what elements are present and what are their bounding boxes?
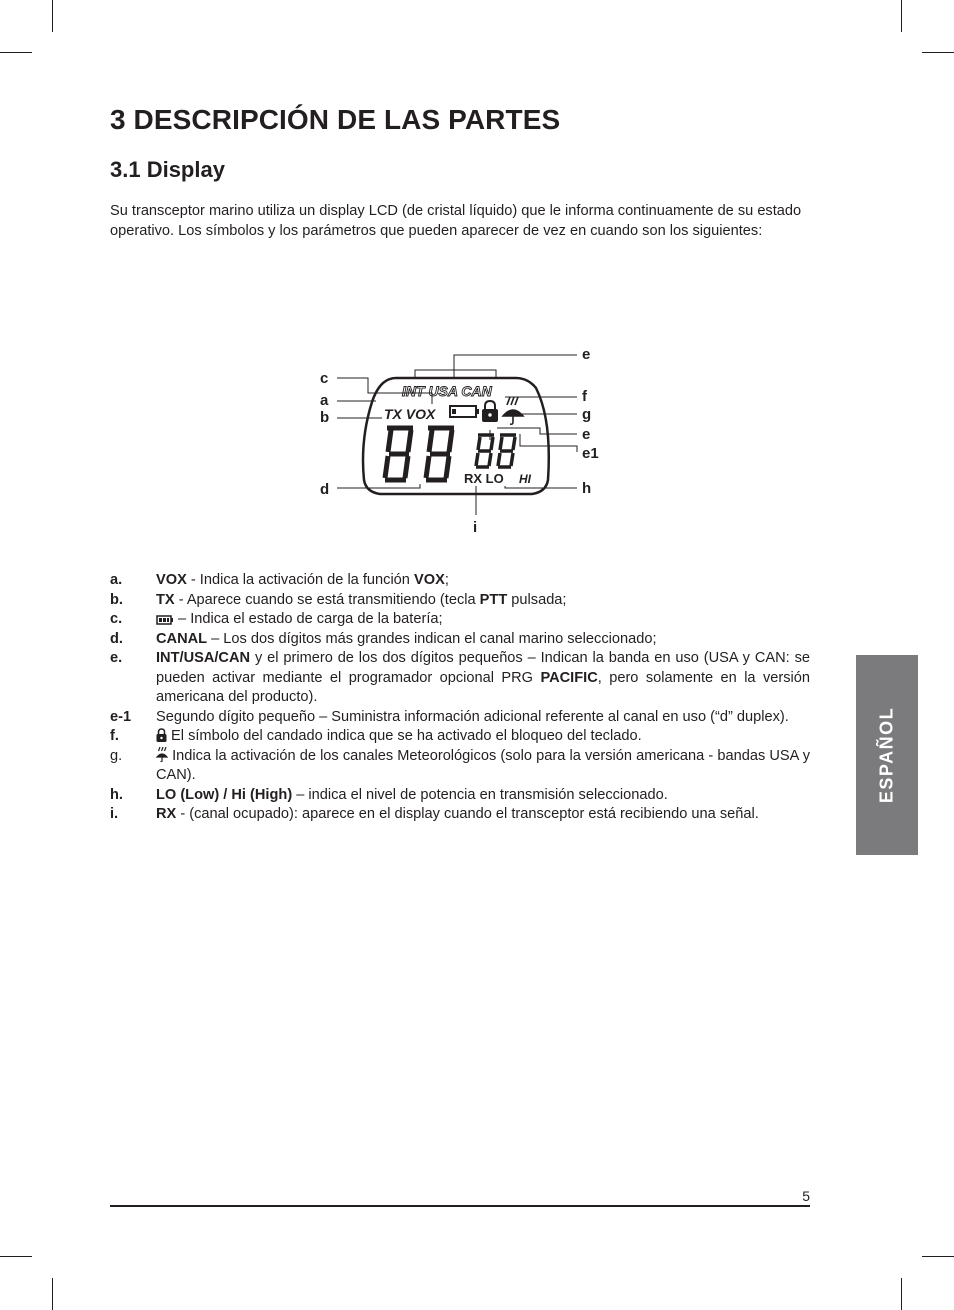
legend-item-b: b. TX - Aparece cuando se está transmitiendo (tecla PTT pulsada; <box>110 591 567 608</box>
diagram-label-d: d <box>320 481 330 498</box>
lcd-tx-vox-text: TX VOX <box>384 406 436 422</box>
legend-item-i: i. RX - (canal ocupado): aparece en el display cuando el transceptor está recibiendo una señal. <box>110 806 759 822</box>
diagram-label-a: a <box>320 392 329 409</box>
lcd-lock-icon <box>482 401 498 422</box>
lcd-band-text: INT USA CAN <box>402 383 492 399</box>
diagram-label-b: b <box>320 409 330 426</box>
diagram-label-i: i <box>473 519 478 536</box>
crop-mark <box>52 0 53 32</box>
intro-paragraph: Su transceptor marino utiliza un display LCD (de cristal líquido) que le informa continuamente de su estado operativo. Los símbolos y los parámetros que pueden aparecer de vez en cuando son los siguientes: <box>110 203 802 239</box>
lcd-big-digits <box>385 428 454 480</box>
crop-mark <box>0 1256 32 1257</box>
legend-item-e1: e-1 Segundo dígito pequeño – Suministra información adicional referente al canal en uso (“d” duplex). <box>110 708 789 725</box>
crop-mark <box>922 52 954 53</box>
crop-mark <box>52 1278 53 1310</box>
page-number: 5 <box>802 1188 810 1204</box>
lcd-rx-lo-text: RX LO <box>464 471 504 486</box>
battery-icon <box>156 615 174 625</box>
legend-list <box>110 571 810 825</box>
lcd-weather-icon <box>503 397 523 424</box>
diagram-label-e-top: e <box>582 346 591 363</box>
crop-mark <box>901 1278 902 1310</box>
diagram-label-e1: e1 <box>582 445 599 462</box>
lock-icon <box>156 728 167 742</box>
footer-rule <box>110 1205 810 1207</box>
page-title: 3 DESCRIPCIÓN DE LAS PARTES <box>110 104 561 135</box>
diagram-label-f: f <box>582 388 587 405</box>
crop-mark <box>922 1256 954 1257</box>
diagram-label-e: e <box>582 426 591 443</box>
legend-item-g: g. Indica la activación de los canales Meteorológicos (solo para la versión americana - bandas USA y CAN). <box>110 747 810 783</box>
lcd-hi-text: HI <box>519 472 531 486</box>
legend-item-a: a. VOX - Indica la activación de la función VOX; <box>110 572 449 588</box>
diagram-label-c: c <box>320 370 329 387</box>
diagram-label-g: g <box>582 406 592 423</box>
legend-item-h: h. LO (Low) / Hi (High) – indica el nivel de potencia en transmisión seleccionado. <box>110 786 668 803</box>
crop-mark <box>0 52 32 53</box>
language-tab-label: ESPAÑOL <box>876 706 897 804</box>
crop-mark <box>901 0 902 32</box>
legend-item-d: d. CANAL – Los dos dígitos más grandes indican el canal marino seleccionado; <box>110 630 657 647</box>
weather-icon <box>156 747 168 762</box>
legend-item-f: f. El símbolo del candado indica que se ha activado el bloqueo del teclado. <box>110 728 642 744</box>
lcd-diagram <box>300 330 620 550</box>
language-tab <box>856 655 918 855</box>
legend-item-c: c. – Indica el estado de carga de la batería; <box>110 611 443 627</box>
section-title: 3.1 Display <box>110 157 225 182</box>
legend-item-e: e. INT/USA/CAN y el primero de los dos dígitos pequeños – Indican la banda en uso (USA y CAN: se pueden activar mediante el programador opcional PRG PACIFIC, pero solamente en la versión americana del producto). <box>110 650 810 705</box>
diagram-label-h: h <box>582 480 592 497</box>
lcd-small-digits <box>476 435 516 467</box>
